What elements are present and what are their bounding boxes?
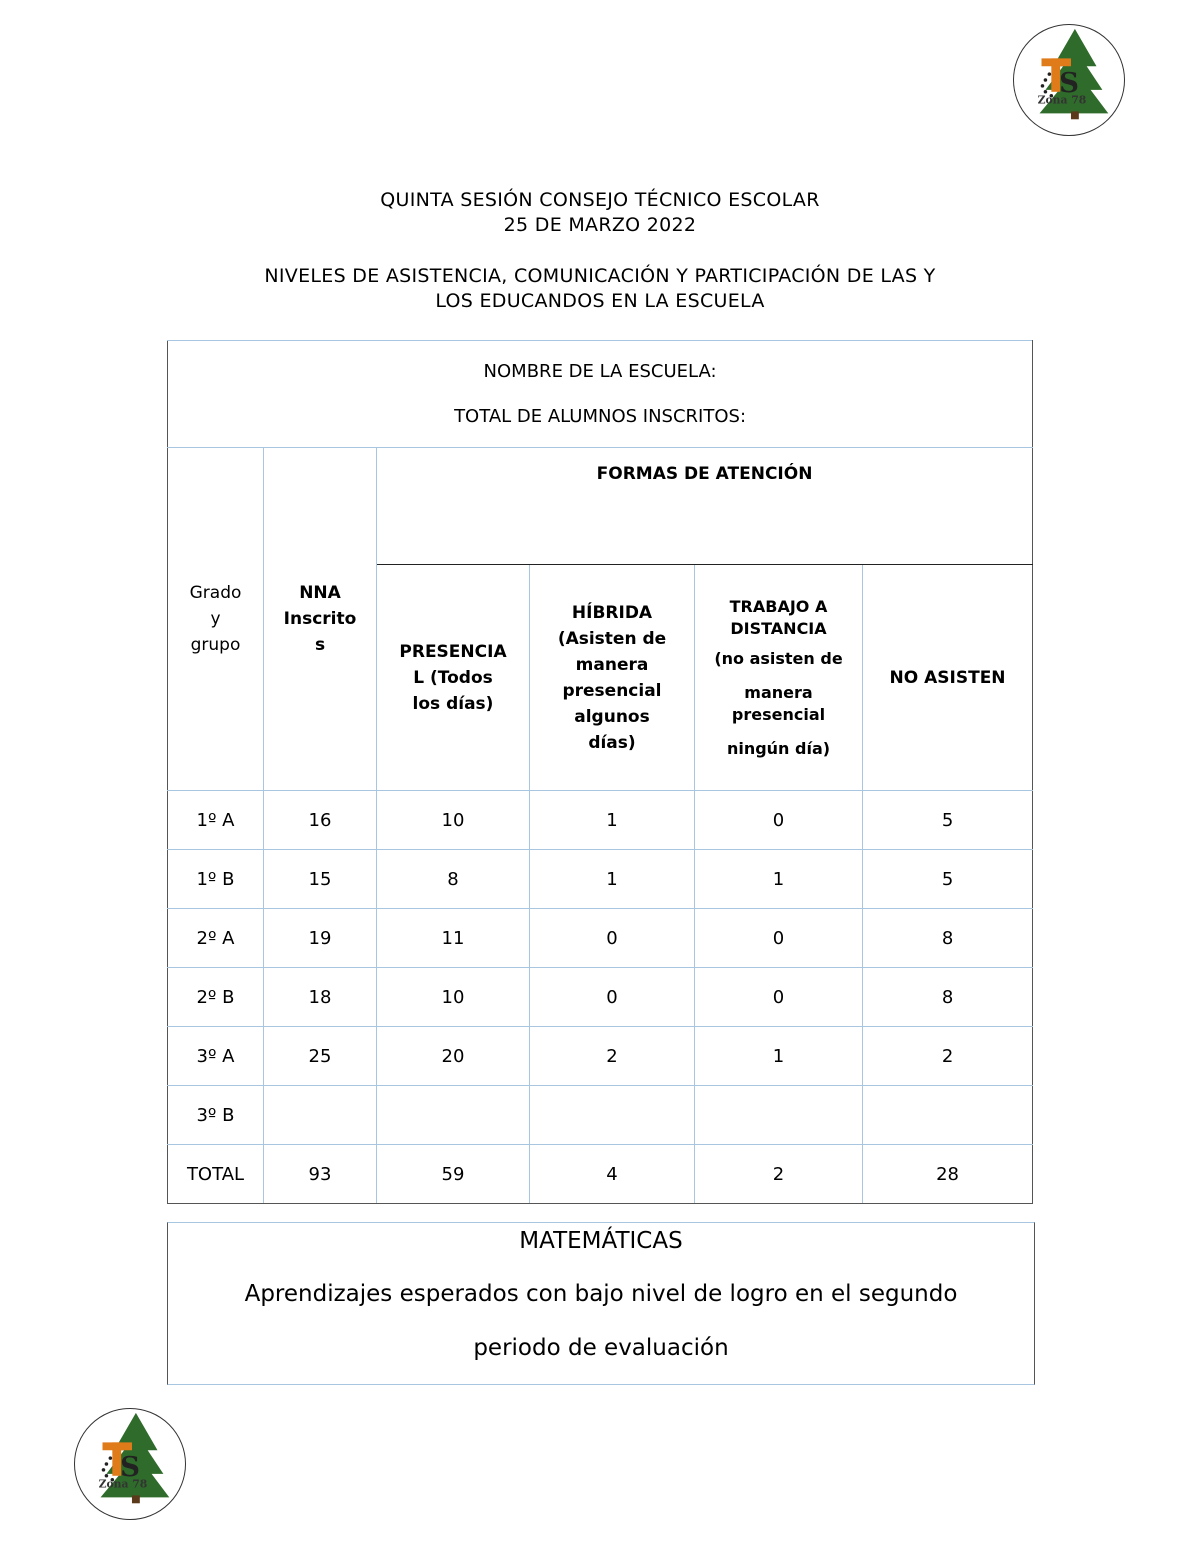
cell-nna: 19 (264, 909, 377, 968)
column-header-grado: Grado y grupo (168, 448, 264, 791)
cell-distancia: 0 (695, 968, 863, 1027)
matematicas-line1: Aprendizajes esperados con bajo nivel de logro en el segundo (244, 1281, 958, 1307)
formas-atencion-header: FORMAS DE ATENCIÓN (377, 448, 1033, 565)
table-row (168, 968, 1033, 1027)
cell-grado: 3º B (168, 1086, 264, 1145)
session-title: QUINTA SESIÓN CONSEJO TÉCNICO ESCOLAR (380, 189, 820, 211)
school-zone-logo-footer (74, 1408, 186, 1520)
cell-presencial: 59 (377, 1145, 530, 1204)
column-header-presencial: PRESENCIA L (Todos los días) (377, 565, 530, 791)
school-name-label: NOMBRE DE LA ESCUELA: (483, 361, 717, 382)
cell-no-asisten: 5 (863, 791, 1033, 850)
cell-presencial (377, 1086, 530, 1145)
cell-no-asisten (863, 1086, 1033, 1145)
cell-distancia (695, 1086, 863, 1145)
cell-nna: 25 (264, 1027, 377, 1086)
svg-text:S: S (1059, 66, 1080, 99)
school-info-cell (168, 341, 1033, 448)
tree-icon (1014, 25, 1124, 135)
cell-distancia: 0 (695, 791, 863, 850)
cell-nna (264, 1086, 377, 1145)
tree-icon (75, 1409, 185, 1519)
column-header-hibrida: HÍBRIDA (Asisten de manera presencial algunos días) (530, 565, 695, 791)
table-total-row (168, 1145, 1033, 1204)
cell-hibrida: 1 (530, 850, 695, 909)
table-row (168, 1086, 1033, 1145)
cell-hibrida: 1 (530, 791, 695, 850)
cell-presencial: 10 (377, 968, 530, 1027)
cell-presencial: 10 (377, 791, 530, 850)
cell-no-asisten: 2 (863, 1027, 1033, 1086)
cell-no-asisten: 8 (863, 909, 1033, 968)
matematicas-section (167, 1222, 1035, 1385)
cell-no-asisten: 28 (863, 1145, 1033, 1204)
table-row (168, 850, 1033, 909)
svg-text:S: S (120, 1450, 141, 1483)
cell-nna: 15 (264, 850, 377, 909)
svg-text:Zona 78: Zona 78 (98, 1477, 148, 1491)
cell-grado: 1º A (168, 791, 264, 850)
matematicas-title: MATEMÁTICAS (519, 1228, 683, 1254)
attendance-table (167, 340, 1033, 1204)
matematicas-line2: periodo de evaluación (473, 1335, 729, 1361)
cell-grado: 2º B (168, 968, 264, 1027)
cell-distancia: 1 (695, 1027, 863, 1086)
cell-hibrida: 0 (530, 968, 695, 1027)
cell-nna: 16 (264, 791, 377, 850)
cell-hibrida: 2 (530, 1027, 695, 1086)
cell-distancia: 2 (695, 1145, 863, 1204)
cell-presencial: 20 (377, 1027, 530, 1086)
cell-presencial: 11 (377, 909, 530, 968)
cell-presencial: 8 (377, 850, 530, 909)
svg-text:Zona 78: Zona 78 (1037, 93, 1087, 107)
cell-grado: TOTAL (168, 1145, 264, 1204)
cell-hibrida (530, 1086, 695, 1145)
column-header-no-asisten: NO ASISTEN (863, 565, 1033, 791)
document-heading-line2: LOS EDUCANDOS EN LA ESCUELA (435, 290, 765, 312)
cell-hibrida: 4 (530, 1145, 695, 1204)
cell-hibrida: 0 (530, 909, 695, 968)
cell-grado: 3º A (168, 1027, 264, 1086)
cell-grado: 1º B (168, 850, 264, 909)
cell-no-asisten: 8 (863, 968, 1033, 1027)
cell-nna: 18 (264, 968, 377, 1027)
cell-no-asisten: 5 (863, 850, 1033, 909)
column-header-distancia: TRABAJO A DISTANCIA (no asisten de manera presencial ningún día) (695, 565, 863, 791)
table-row (168, 1027, 1033, 1086)
cell-distancia: 1 (695, 850, 863, 909)
total-students-label: TOTAL DE ALUMNOS INSCRITOS: (454, 406, 747, 427)
column-header-nna: NNA Inscrito s (264, 448, 377, 791)
school-zone-logo (1013, 24, 1125, 136)
cell-distancia: 0 (695, 909, 863, 968)
table-row (168, 791, 1033, 850)
cell-grado: 2º A (168, 909, 264, 968)
table-row (168, 909, 1033, 968)
cell-nna: 93 (264, 1145, 377, 1204)
document-heading-line1: NIVELES DE ASISTENCIA, COMUNICACIÓN Y PARTICIPACIÓN DE LAS Y (264, 265, 936, 287)
session-date: 25 DE MARZO 2022 (503, 214, 697, 236)
matematicas-description (168, 1267, 1034, 1375)
